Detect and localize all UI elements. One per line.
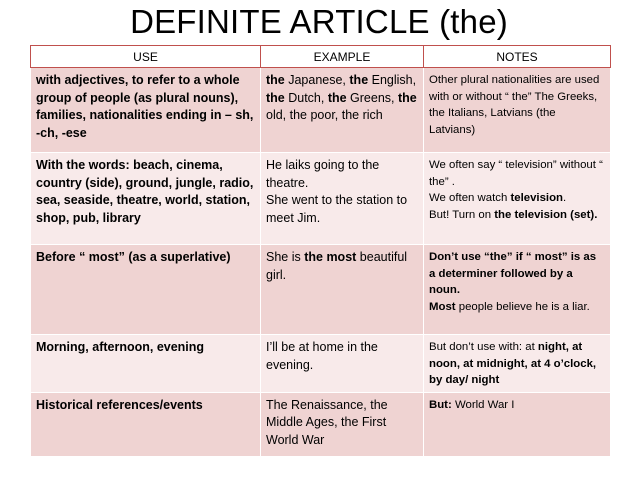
use-cell: With the words: beach, cinema, country (side), ground, jungle, radio, sea, seaside, theatre, world, station, shop, pub, library xyxy=(31,153,261,245)
notes-line: We often say “ television” without “ the” . xyxy=(429,159,603,188)
notes-text: We often watch xyxy=(429,192,511,204)
table-header-row xyxy=(31,46,611,68)
example-cell xyxy=(261,153,424,245)
table-row xyxy=(31,245,611,335)
notes-line xyxy=(429,299,605,316)
header-notes: NOTES xyxy=(424,46,611,68)
article-usage-table xyxy=(30,45,611,457)
table-row xyxy=(31,153,611,245)
use-cell: with adjectives, to refer to a whole group of people (as plural nouns), families, nationalities ending in – sh, -ch, -ese xyxy=(31,68,261,153)
example-cell: I’ll be at home in the evening. xyxy=(261,335,424,393)
notes-text: But don’t use with: at xyxy=(429,341,538,353)
example-bold: the xyxy=(398,90,417,105)
notes-bold: Most xyxy=(429,300,456,313)
header-use: USE xyxy=(31,46,261,68)
example-text: She is xyxy=(266,250,305,264)
notes-text: . xyxy=(563,192,567,204)
notes-cell xyxy=(424,335,611,393)
notes-line: Don’t use “the” if “ most” is as a determiner followed by a noun. xyxy=(429,251,597,296)
notes-bold: But: xyxy=(429,398,452,411)
example-bold: the xyxy=(266,90,285,105)
example-bold: the xyxy=(327,90,347,105)
table-row xyxy=(31,392,611,456)
example-bold: the xyxy=(266,73,285,87)
notes-cell xyxy=(424,153,611,245)
notes-bold: night, at noon, at midnight, at 4 o’clock, by day/ night xyxy=(429,341,597,386)
notes-line xyxy=(429,190,605,207)
header-example: EXAMPLE xyxy=(261,46,424,68)
use-cell: Historical references/events xyxy=(31,392,261,456)
example-cell: The Renaissance, the Middle Ages, the First World War xyxy=(261,392,424,456)
example-text: Dutch, xyxy=(284,90,328,105)
notes-cell: Other plural nationalities are used with or without “ the” The Greeks, the Italians, Latvians (the Latvians) xyxy=(424,68,611,153)
example-bold: the most xyxy=(304,250,357,264)
example-line: She went to the station to meet Jim. xyxy=(266,193,408,225)
notes-text: people believe he is a liar. xyxy=(455,300,590,313)
page-title: DEFINITE ARTICLE (the) xyxy=(130,3,508,40)
example-bold: the xyxy=(349,73,369,87)
example-text: English, xyxy=(368,73,417,87)
example-line: He laiks going to the theatre. xyxy=(266,158,380,190)
notes-bold: the television (set). xyxy=(494,208,598,221)
notes-line xyxy=(429,207,605,224)
example-cell xyxy=(261,68,424,153)
use-cell: Morning, afternoon, evening xyxy=(31,335,261,393)
example-text: beautiful girl. xyxy=(266,250,408,282)
notes-bold: television xyxy=(510,192,564,204)
use-cell: Before “ most” (as a superlative) xyxy=(31,245,261,335)
example-text: Greens, xyxy=(346,90,398,105)
example-cell xyxy=(261,245,424,335)
example-text: Japanese, xyxy=(284,73,350,87)
table-row xyxy=(31,335,611,393)
example-text: old, the poor, the rich xyxy=(266,108,383,122)
notes-cell xyxy=(424,392,611,456)
notes-text: World War I xyxy=(451,398,515,411)
notes-cell xyxy=(424,245,611,335)
table-row xyxy=(31,68,611,153)
notes-text: But! Turn on xyxy=(429,208,495,221)
